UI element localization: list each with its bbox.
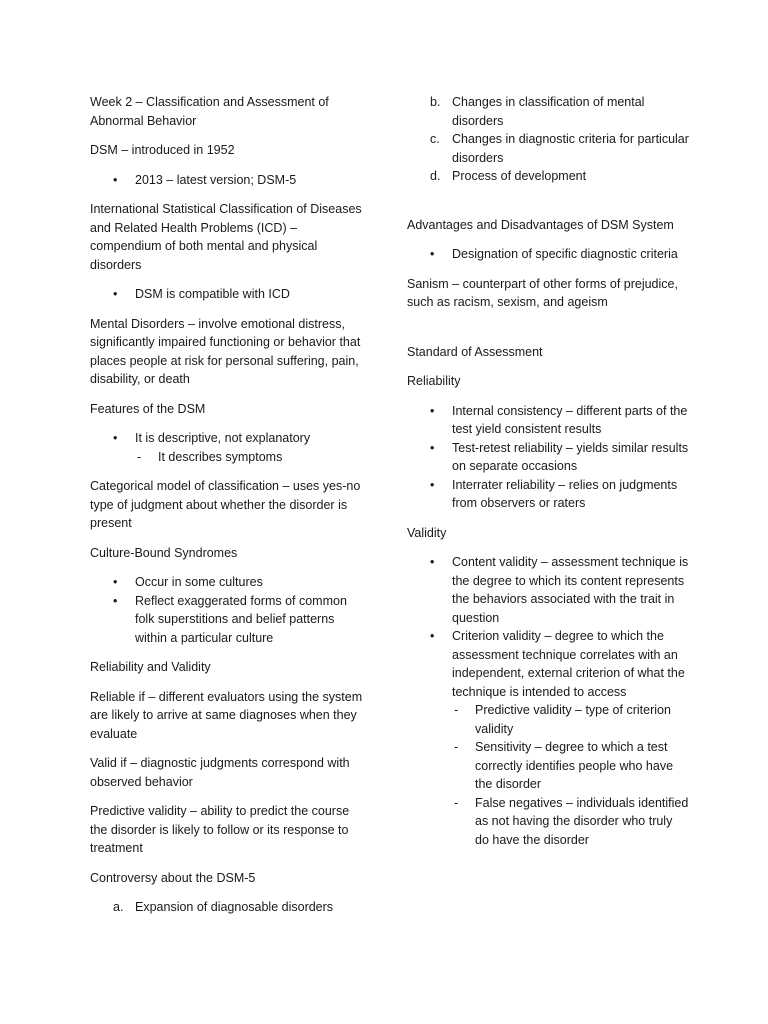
list-item-text: Changes in classification of mental disorders [452,95,645,128]
icd-bullet-list [90,285,365,304]
dash-item: - Predictive validity – type of criterion validity [407,701,689,738]
controversy-heading: Controversy about the DSM-5 [90,870,256,885]
dash-item: - False negatives – individuals identified as not having the disorder who truly do have the disorder [407,794,689,850]
controversy-list-continued [407,93,689,186]
culture-heading: Culture-Bound Syndromes [90,545,238,560]
advantages-heading: Advantages and Disadvantages of DSM System [407,217,674,232]
reliability-bullet-list [407,402,689,513]
list-marker: d. [430,169,441,183]
advantages-bullet-list [407,245,689,264]
left-column [90,93,365,917]
list-item: • Reflect exaggerated forms of common folk superstitions and belief patterns within a particular culture [90,592,365,648]
rv-heading: Reliability and Validity [90,660,211,674]
reliable-if: Reliable if – different evaluators using the system are likely to arrive at same diagnoses when they evaluate [90,689,363,741]
list-marker: c. [430,132,440,146]
sanism-definition: Sanism – counterpart of other forms of prejudice, such as racism, sexism, and ageism [407,276,678,309]
standard-heading: Standard of Assessment [407,344,543,359]
controversy-list [90,898,365,917]
list-item [90,898,365,917]
list-item: • Content validity – assessment technique is the degree to which its content represents the behaviors associated with the trait in question [407,553,689,627]
list-item: • Designation of specific diagnostic criteria [407,245,689,264]
predictive-validity: Predictive validity – ability to predict the course the disorder is likely to follow or its response to treatment [90,804,350,855]
icd-definition: International Statistical Classification of Diseases and Related Health Problems (ICD) – compendium of both mental and physical disorders [90,202,362,272]
features-list [90,429,365,466]
list-item-text: Changes in diagnostic criteria for particular disorders [452,132,689,165]
list-item: • Criterion validity – degree to which the assessment technique correlates with an independent, external criterion of what the technique is intended to access [407,627,689,701]
valid-if: Valid if – diagnostic judgments correspond with observed behavior [90,756,350,789]
validity-dash-list [407,701,689,849]
list-item: • 2013 – latest version; DSM-5 [90,171,365,190]
list-item: • Test-retest reliability – yields similar results on separate occasions [407,439,689,476]
list-item: • Internal consistency – different parts of the test yield consistent results [407,402,689,439]
list-marker: b. [430,95,441,109]
list-item-text: Process of development [452,169,587,183]
list-item [407,130,689,167]
mental-disorders-definition: Mental Disorders – involve emotional distress, significantly impaired functioning or behavior that places people at risk for personal suffering, pain, disability, or death [90,316,361,386]
reliability-heading: Reliability [407,374,461,388]
spacer [407,323,689,343]
list-item: • It is descriptive, not explanatory [90,429,365,448]
document-title: Week 2 – Classification and Assessment of Abnormal Behavior [90,95,329,128]
list-marker: a. [113,900,124,914]
dsm-intro: DSM – introduced in 1952 [90,143,235,157]
list-item-text: Expansion of diagnosable disorders [135,900,334,914]
list-item: • DSM is compatible with ICD [90,285,365,304]
dash-item: - Sensitivity – degree to which a test correctly identifies people who have the disorder [407,738,689,794]
dsm-bullet-list [90,171,365,190]
validity-heading: Validity [407,525,447,540]
list-item: • Interrater reliability – relies on judgments from observers or raters [407,476,689,513]
features-heading: Features of the DSM [90,401,206,416]
right-column [407,93,689,849]
list-item [407,93,689,130]
spacer [407,186,689,216]
dash-item: - It describes symptoms [90,448,365,467]
list-item: • Occur in some cultures [90,573,365,592]
categorical-model: Categorical model of classification – uses yes-no type of judgment about whether the disorder is present [90,479,361,530]
validity-bullet-list [407,553,689,701]
culture-bullet-list [90,573,365,647]
list-item [407,167,689,186]
